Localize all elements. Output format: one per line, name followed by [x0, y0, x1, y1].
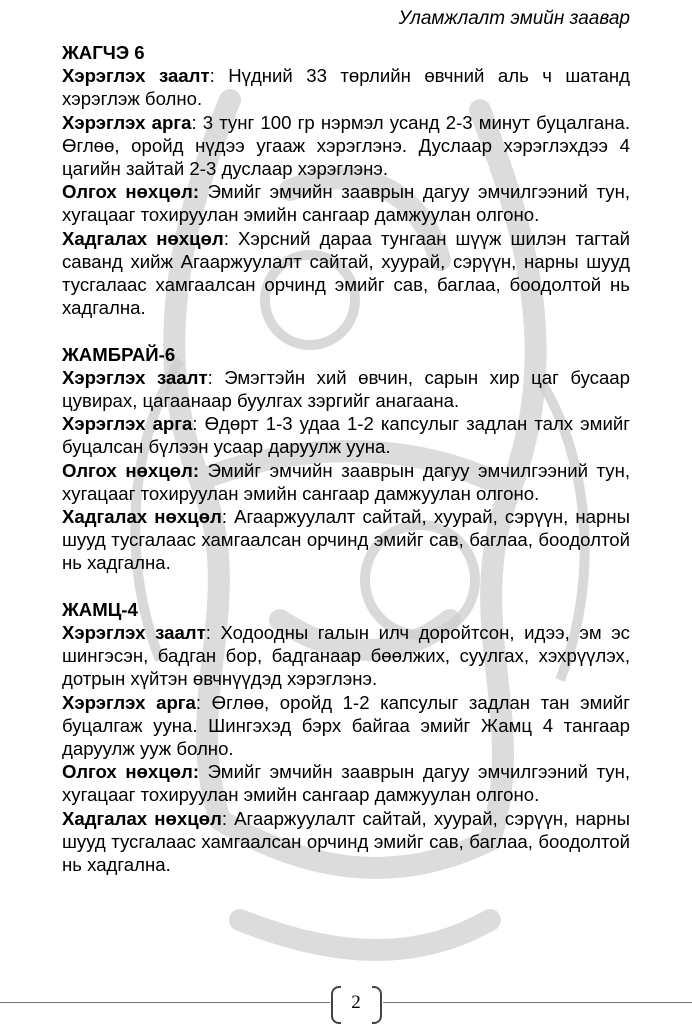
method-text: : 3 тунг 100 гр нэрмэл усанд 2-3 минут буцалгана. Өглөө, оройд нүдээ угааж хэрэглэнэ. Дуслаар хэрэглэхдээ 4 цагийн зайтай 2-3 дуслаар хэрэглэнэ. — [62, 111, 630, 180]
method-paragraph — [62, 412, 630, 458]
usage-text: : Эмэгтэйн хий өвчин, сарын хир цаг бусаар цувирах, цагаанаар буулгах зэргийг анагаана. — [62, 366, 630, 412]
usage-text: : Нүдний 33 төрлийн өвчний аль ч шатанд хэрэглэж болно. — [62, 65, 630, 110]
usage-label: Хэрэглэх заалт — [62, 622, 206, 644]
footer-rule-left — [0, 1002, 330, 1003]
storage-label: Хадгалах нөхцөл — [62, 227, 224, 249]
right-bracket-icon — [372, 986, 382, 1024]
method-label: Хэрэглэх арга — [62, 413, 193, 435]
left-bracket-icon — [331, 986, 341, 1024]
usage-paragraph — [62, 621, 630, 691]
obtain-text: Эмийг эмчийн зааврын дагуу эмчилгээний тун, хугацааг тохируулан эмийн сангаар дамжуулан олгоно. — [62, 459, 631, 504]
obtain-paragraph — [62, 180, 630, 226]
storage-label: Хадгалах нөхцөл — [62, 807, 222, 829]
storage-text: : Агааржуулалт сайтай, хуурай, сэрүүн, нарны шууд тусгалаас хамгаалсан орчинд эмийг сав, баглаа, боодолтой нь хадгална. — [62, 506, 630, 574]
obtain-label: Олгох нөхцөл: — [62, 181, 200, 203]
drug-title: ЖАМБРАЙ-6 — [62, 343, 176, 365]
drug-section — [62, 343, 630, 575]
obtain-paragraph — [62, 760, 630, 806]
page-number: 2 — [351, 992, 361, 1013]
usage-label: Хэрэглэх заалт — [62, 65, 210, 87]
obtain-label: Олгох нөхцөл: — [62, 761, 200, 783]
obtain-label: Олгох нөхцөл: — [62, 459, 200, 481]
method-text: : Өдөрт 1-3 удаа 1-2 капсулыг задлан талх эмийг буцалсан бүлээн усаар даруулж ууна. — [62, 413, 630, 458]
usage-label: Хэрэглэх заалт — [62, 366, 208, 388]
footer-rule-right — [383, 1002, 692, 1003]
obtain-paragraph — [62, 459, 630, 505]
drug-section — [62, 41, 630, 319]
document-header: Уламжлалт эмийн заавар — [398, 8, 630, 29]
storage-paragraph — [62, 505, 630, 575]
storage-paragraph — [62, 227, 630, 320]
section-spacer — [62, 575, 630, 598]
section-spacer — [62, 319, 630, 342]
storage-paragraph — [62, 807, 630, 877]
drug-title: ЖАМЦ-4 — [62, 598, 138, 620]
method-paragraph — [62, 111, 630, 181]
method-paragraph — [62, 691, 630, 761]
usage-paragraph — [62, 64, 630, 110]
method-label: Хэрэглэх арга — [62, 111, 192, 133]
drug-title: ЖАГЧЭ 6 — [62, 42, 145, 63]
drug-section — [62, 598, 630, 876]
storage-label: Хадгалах нөхцөл — [62, 506, 222, 528]
storage-text: : Агааржуулалт сайтай, хуурай, сэрүүн, нарны шууд тусгалаас хамгаалсан орчинд эмийг сав, баглаа, боодолтой нь хадгална. — [62, 807, 630, 876]
obtain-text: Эмийг эмчийн зааврын дагуу эмчилгээний тун, хугацааг тохируулан эмийн сангаар дамжуулан олгоно. — [62, 181, 631, 226]
document-body — [62, 41, 630, 876]
usage-text: : Ходоодны галын илч доройтсон, идээ, эм эс шингэсэн, бадган бор, бадганаар бөөлжих, суулгах, хэхрүүлэх, дотрын хүйтэн өвчнүүдэд хэрэглэнэ. — [62, 622, 630, 690]
page-footer — [0, 984, 692, 1024]
method-text: : Өглөө, оройд 1-2 капсулыг задлан тан эмийг буцалгаж ууна. Шингэхэд бэрх байгаа эмийг Жамц 4 тангаар даруулж ууж болно. — [62, 691, 630, 760]
usage-paragraph — [62, 366, 630, 412]
method-label: Хэрэглэх арга — [62, 691, 196, 713]
storage-text: : Хэрсний дараа тунгаан шүүж шилэн тагтай саванд хийж Агааржуулалт сайтай, хуурай, сэрүүн, нарны шууд тусгалаас хамгаалсан орчинд эмийг сав, баглаа, боодолтой нь хадгална. — [62, 227, 630, 319]
obtain-text: Эмийг эмчийн зааврын дагуу эмчилгээний тун, хугацааг тохируулан эмийн сангаар дамжуулан олгоно. — [62, 761, 631, 806]
